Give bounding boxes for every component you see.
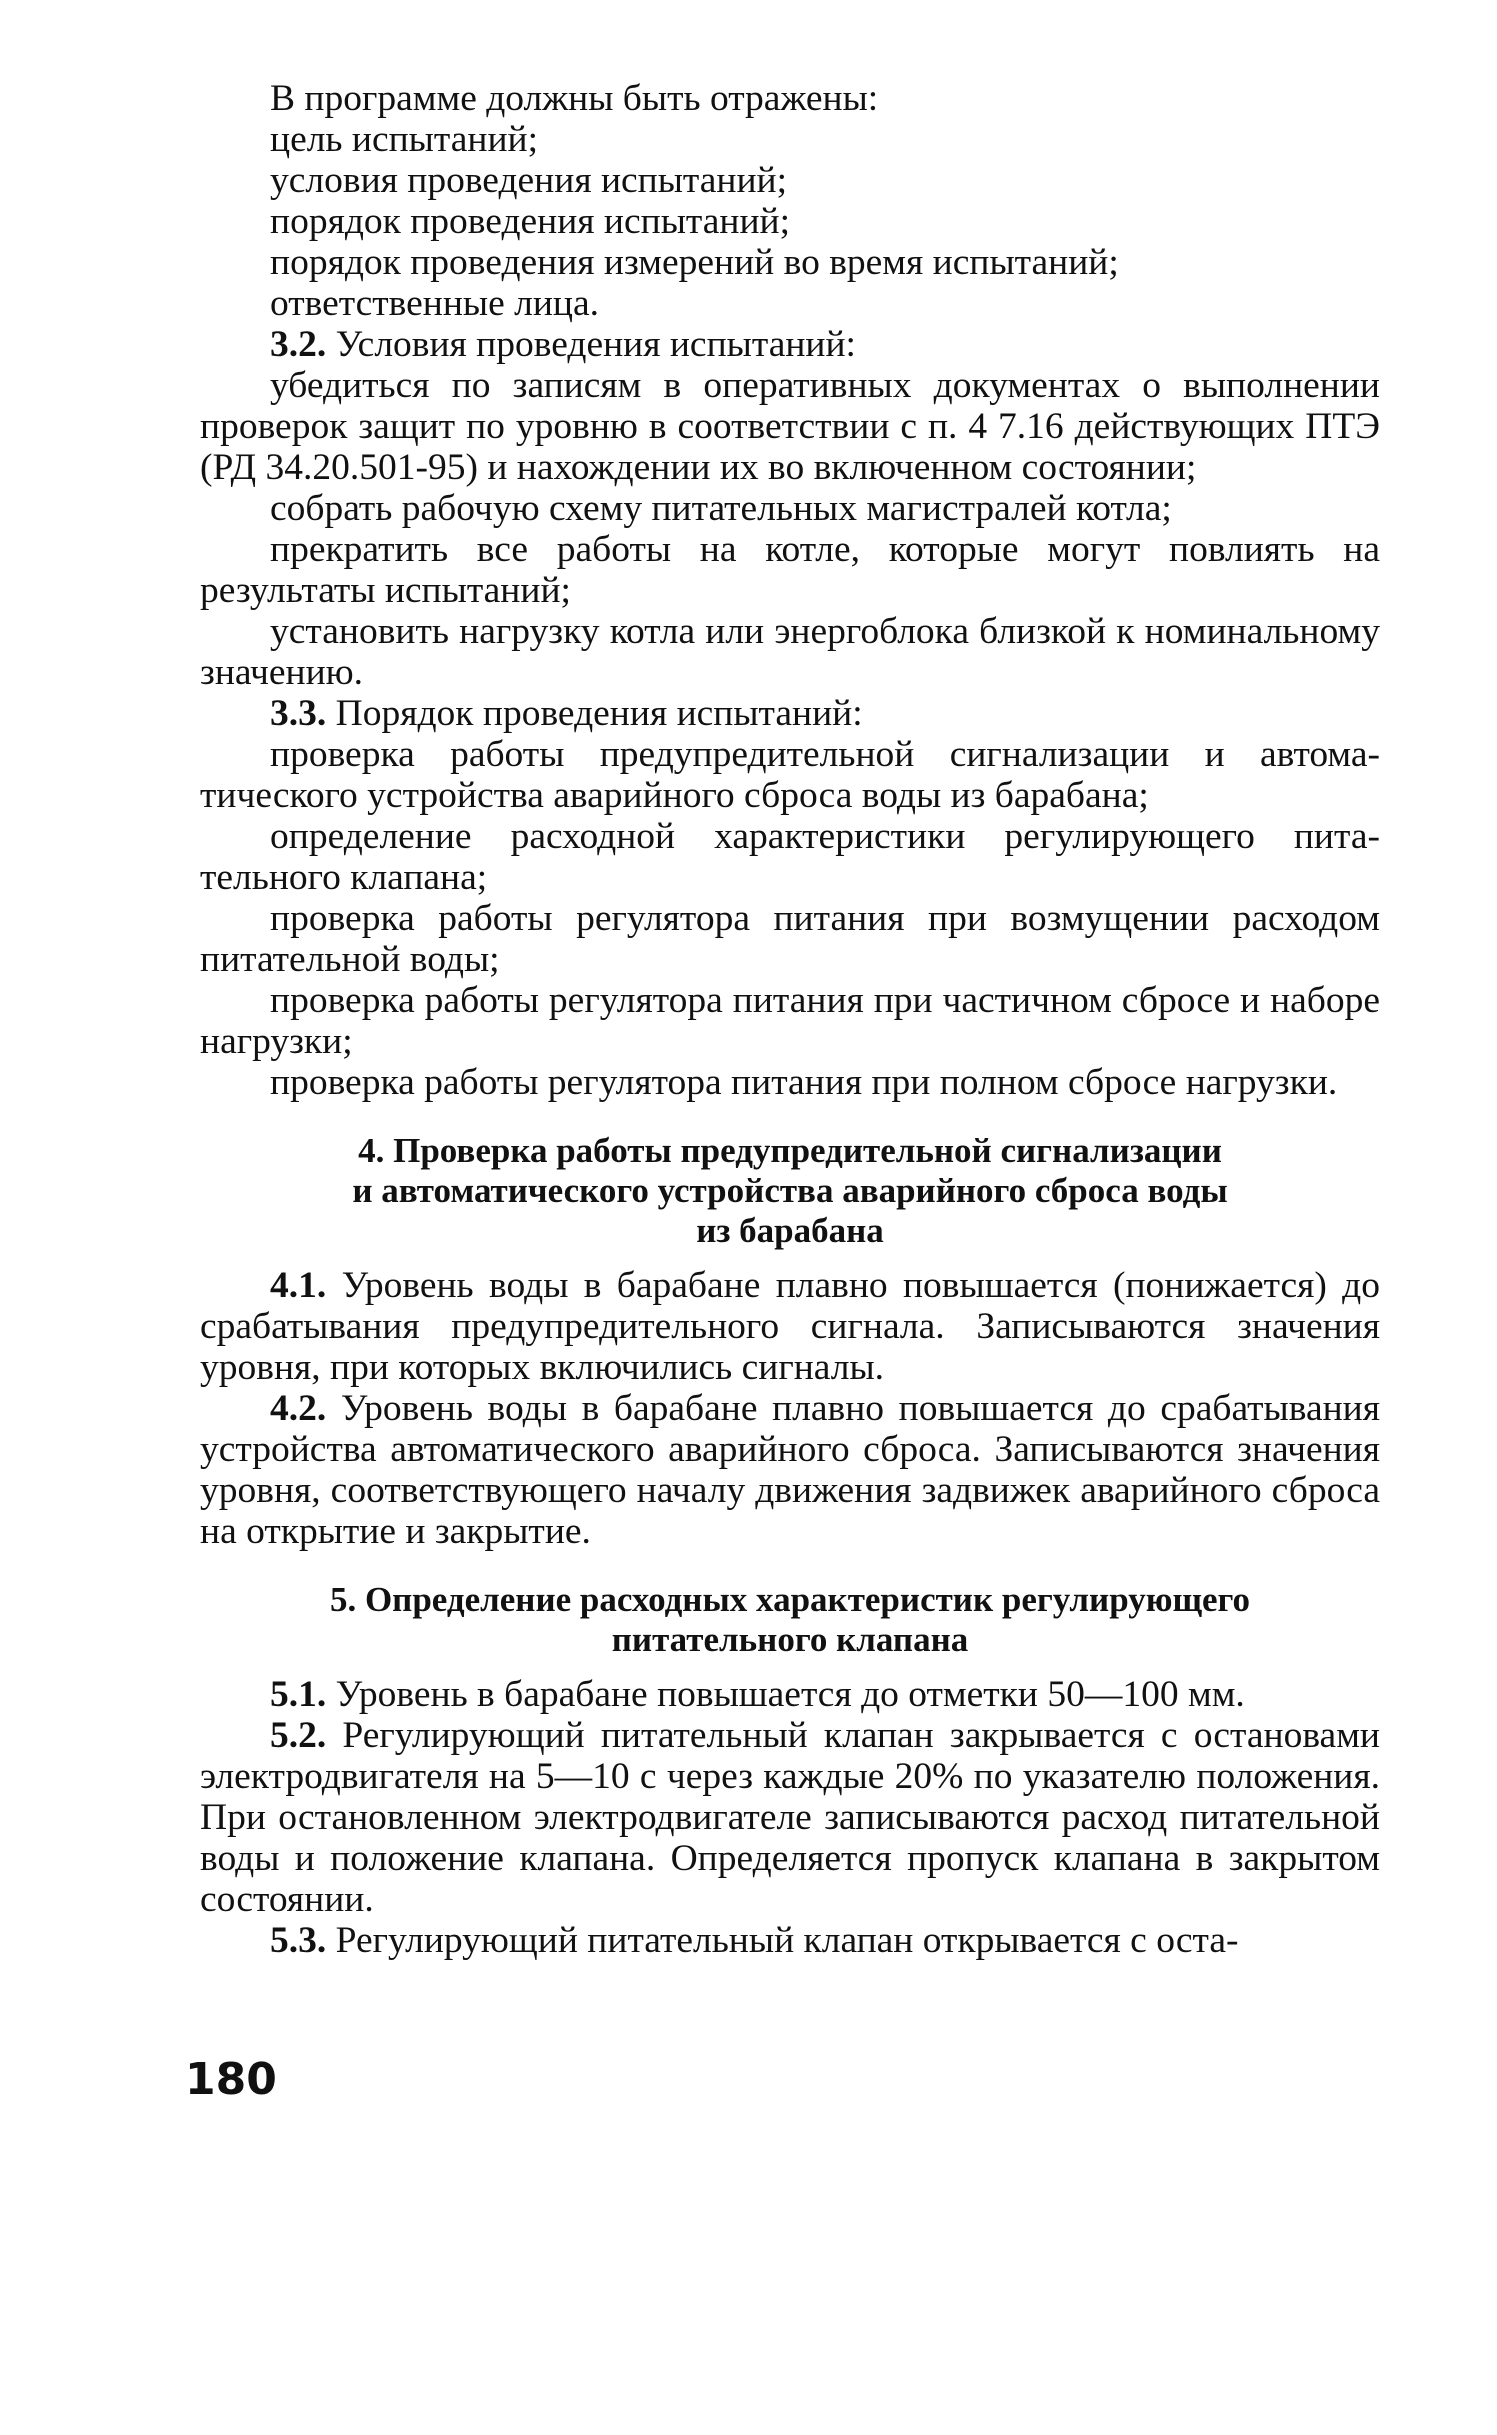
clause-4-2 <box>200 1388 1380 1552</box>
clause-number: 4.1. <box>270 1265 327 1306</box>
clause-text: Регулирующий питательный клапан открывается с оста- <box>326 1920 1239 1961</box>
heading-line: из барабана <box>696 1211 884 1250</box>
page-body <box>200 78 1380 1961</box>
clause-3-2-item: убедиться по записям в оперативных документах о выполнении проверок защит по уровню в соответствии с п. 4 7.16 действующих ПТЭ (РД 34.20.501-95) и нахождении их во включенном состоянии; <box>200 365 1380 488</box>
clause-3-3-item: проверка работы регулятора питания при возмущении расходом питательной воды; <box>200 898 1380 980</box>
clause-3-3-item: проверка работы предупредительной сигнализации и автоматического устройства аварийного сброса воды из барабана; <box>200 734 1380 816</box>
clause-5-3 <box>200 1920 1380 1961</box>
intro-item: порядок проведения измерений во время испытаний; <box>270 242 1119 283</box>
clause-title: Порядок проведения испытаний: <box>326 693 863 734</box>
intro-lead: В программе должны быть отражены: <box>270 78 879 119</box>
clause-number: 5.3. <box>270 1920 327 1961</box>
clause-title: Условия проведения испытаний: <box>326 324 856 365</box>
clause-4-1 <box>200 1265 1380 1388</box>
clause-3-2-item: установить нагрузку котла или энергоблока близкой к номинальному значению. <box>200 611 1380 693</box>
section-4-heading <box>200 1131 1380 1251</box>
heading-line: 4. Проверка работы предупредительной сигнализации <box>358 1131 1222 1170</box>
heading-line: питательного клапана <box>611 1620 969 1659</box>
section-5-heading <box>200 1580 1380 1660</box>
heading-line: и автоматического устройства аварийного сброса воды <box>352 1171 1228 1210</box>
clause-text: Уровень воды в барабане плавно повышается (понижается) до срабатывания предупредительного сигнала. Записываются значения уровня, при которых включились сигналы. <box>200 1265 1380 1388</box>
clause-3-2-item: прекратить все работы на котле, которые могут повлиять на результаты испытаний; <box>200 529 1380 611</box>
clause-text: Регулирующий питательный клапан закрывается с остановами электродвигателя на 5—10 с через каждые 20% по указателю положения. При остановленном электродвигателе записываются расход питательной воды и положение клапана. Определяется пропуск клапана в закрытом состоянии. <box>200 1715 1380 1920</box>
clause-number: 4.2. <box>270 1388 327 1429</box>
clause-5-1 <box>200 1674 1380 1715</box>
clause-3-2 <box>200 324 1380 365</box>
clause-3-2-item: собрать рабочую схему питательных магистралей котла; <box>270 488 1172 529</box>
clause-text: Уровень воды в барабане плавно повышается до срабатывания устройства автоматического аварийного сброса. Записываются значения уровня, соответствующего началу движения задвижек аварийного сброса на открытие и закрытие. <box>200 1388 1380 1552</box>
clause-5-2 <box>200 1715 1380 1920</box>
clause-3-3 <box>200 693 1380 734</box>
intro-item: порядок проведения испытаний; <box>270 201 791 242</box>
clause-3-3-item: определение расходной характеристики регулирующего питательного клапана; <box>200 816 1380 898</box>
clause-number: 3.2. <box>270 324 327 365</box>
page-number: 180 <box>185 2054 277 2105</box>
intro-item: ответственные лица. <box>270 283 600 324</box>
clause-text: Уровень в барабане повышается до отметки 50—100 мм. <box>326 1674 1245 1715</box>
clause-number: 3.3. <box>270 693 327 734</box>
intro-item: цель испытаний; <box>270 119 538 160</box>
clause-number: 5.1. <box>270 1674 327 1715</box>
clause-number: 5.2. <box>270 1715 327 1756</box>
clause-3-3-item: проверка работы регулятора питания при частичном сбросе и наборе нагрузки; <box>200 980 1380 1062</box>
clause-3-3-item: проверка работы регулятора питания при полном сбросе нагрузки. <box>270 1062 1338 1103</box>
heading-line: 5. Определение расходных характеристик регулирующего <box>329 1580 1251 1619</box>
intro-item: условия проведения испытаний; <box>270 160 788 201</box>
